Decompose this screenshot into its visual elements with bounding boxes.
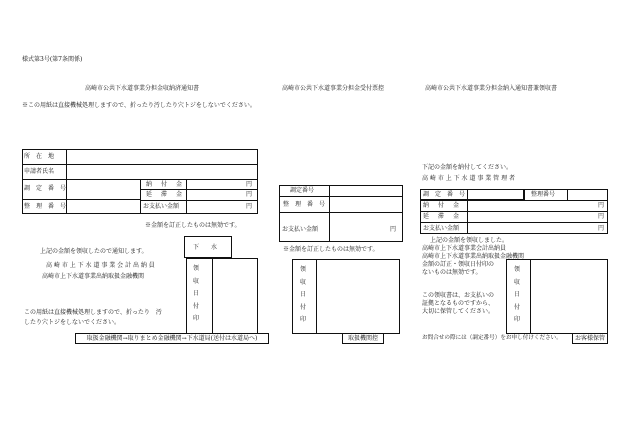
treasurer-line: 高 崎 市 上 下 水 道 事 業 会 計 出 納 員 bbox=[46, 262, 155, 269]
mid-void-note: ※金額を訂正したものは無効です。 bbox=[283, 246, 379, 253]
address-label: 所 在 地 bbox=[24, 153, 55, 160]
right-bank-line: 高崎市上下水道事業出納取扱金融機関 bbox=[422, 253, 525, 260]
stamp-char: 収 bbox=[192, 277, 199, 285]
machine-note-line1: この用紙は直接機械処理しますので、折ったり 汚 bbox=[24, 309, 162, 316]
yen-unit: 円 bbox=[246, 203, 253, 210]
stamp-label-right bbox=[512, 264, 522, 327]
stamp-area-middle bbox=[292, 259, 400, 334]
stamp-char: 収 bbox=[513, 278, 520, 286]
sewer-label: 下 水 bbox=[193, 244, 218, 251]
stamp-char: 付 bbox=[299, 303, 306, 311]
stamp-char: 印 bbox=[299, 316, 306, 324]
receipt-note-1: この領収書は、お支払いの bbox=[422, 292, 495, 299]
applicant-name-label: 申請者氏名 bbox=[24, 168, 55, 175]
adjustment-number-label: 調 定 番 号 bbox=[24, 185, 67, 192]
footer-bank-copy: 取扱機関控 bbox=[342, 333, 384, 344]
stamp-char: 付 bbox=[192, 302, 199, 310]
mid-reference-label: 整 理 番 号 bbox=[283, 201, 326, 208]
stamp-char: 付 bbox=[513, 303, 520, 311]
yen-unit: 円 bbox=[246, 191, 253, 198]
heading-left: 高崎市公共下水道事業分担金収納済通知書 bbox=[85, 85, 200, 92]
reference-number-label: 整 理 番 号 bbox=[24, 203, 67, 210]
receipt-note-2: 証拠となるものですから、 bbox=[422, 300, 495, 307]
stamp-char: 領 bbox=[299, 266, 306, 273]
divider bbox=[66, 149, 67, 214]
stamp-label-left bbox=[191, 263, 201, 326]
divider bbox=[524, 189, 525, 200]
divider bbox=[530, 259, 531, 334]
right-treasurer-line: 高崎市上下水道事業会計出納員 bbox=[422, 245, 507, 252]
divider bbox=[316, 259, 317, 334]
yen-unit: 円 bbox=[390, 226, 397, 233]
machine-note-line2: したり穴トジをしないでください。 bbox=[24, 319, 121, 326]
stamp-char: 日 bbox=[513, 291, 520, 299]
handling-notice: ※この用紙は直接機械処理しますので、折ったり汚したり穴トジをしないでください。 bbox=[22, 102, 256, 109]
divider bbox=[279, 212, 403, 213]
footer-routing-left: 取扱金融機関→取りまとめ金融機関→下水道局(送付は水道局へ) bbox=[75, 333, 269, 344]
stamp-char: 日 bbox=[192, 290, 199, 298]
due-amount-label: 納 付 金 bbox=[146, 181, 184, 188]
right-late-label: 延 滞 金 bbox=[423, 213, 461, 220]
yen-unit: 円 bbox=[598, 225, 605, 232]
heading-right: 高崎市公共下水道事業分担金納入通知書兼領収書 bbox=[425, 85, 558, 92]
total-amount-label: お支払い金額 bbox=[143, 203, 180, 210]
divider bbox=[420, 200, 608, 201]
void-note: ※金額を訂正したものは無効です。 bbox=[145, 222, 241, 229]
stamp-char: 領 bbox=[192, 265, 199, 272]
right-void-note-1: 金額の訂正・領収日付印の bbox=[422, 261, 495, 268]
received-notification: 上記の金額を領収したので通知します。 bbox=[40, 248, 148, 255]
divider bbox=[22, 199, 140, 200]
stamp-char: 印 bbox=[513, 316, 520, 324]
mid-adjustment-label: 調定番号 bbox=[290, 187, 315, 194]
yen-unit: 円 bbox=[246, 181, 253, 188]
right-total-label: お支払い金額 bbox=[423, 225, 460, 232]
yen-unit: 円 bbox=[598, 202, 605, 209]
right-void-note-2: ないものは無効です。 bbox=[422, 269, 482, 276]
heading-middle: 高崎市公共下水道事業分担金受付票控 bbox=[282, 85, 385, 92]
pay-request: 下記の金額を納付してください。 bbox=[422, 164, 513, 171]
divider bbox=[329, 185, 330, 242]
stamp-char: 領 bbox=[513, 266, 520, 273]
divider bbox=[22, 164, 258, 165]
stamp-char: 収 bbox=[299, 278, 306, 286]
stamp-char: 日 bbox=[299, 291, 306, 299]
inquiry-note: お問合せの際には（調定番号）をお申し付けください。 bbox=[422, 335, 562, 341]
mid-total-label: お支払い金額 bbox=[282, 226, 319, 233]
receipt-note-3: 大切に保管してください。 bbox=[422, 308, 495, 315]
divider bbox=[567, 189, 568, 200]
right-received-text: 上記の金額を領収しました。 bbox=[430, 237, 509, 244]
stamp-label-middle bbox=[298, 264, 308, 327]
right-reference-label: 整理番号 bbox=[531, 191, 556, 198]
manager-line: 高 崎 市 上 下 水 道 事 業 管 理 者 bbox=[422, 175, 515, 182]
divider bbox=[212, 258, 213, 334]
right-due-label: 納 付 金 bbox=[423, 202, 461, 209]
right-adjustment-label: 調 定 番 号 bbox=[423, 191, 466, 198]
form-number: 様式第3号(第7条関係) bbox=[22, 56, 83, 63]
divider bbox=[420, 211, 608, 212]
footer-customer-copy: お客様保管 bbox=[572, 333, 608, 344]
divider bbox=[140, 189, 258, 190]
stamp-char: 印 bbox=[192, 315, 199, 323]
yen-unit: 円 bbox=[598, 213, 605, 220]
bank-line: 高崎市上下水道事業出納取扱金融機関 bbox=[42, 273, 145, 280]
late-fee-label: 延 滞 金 bbox=[146, 191, 184, 198]
